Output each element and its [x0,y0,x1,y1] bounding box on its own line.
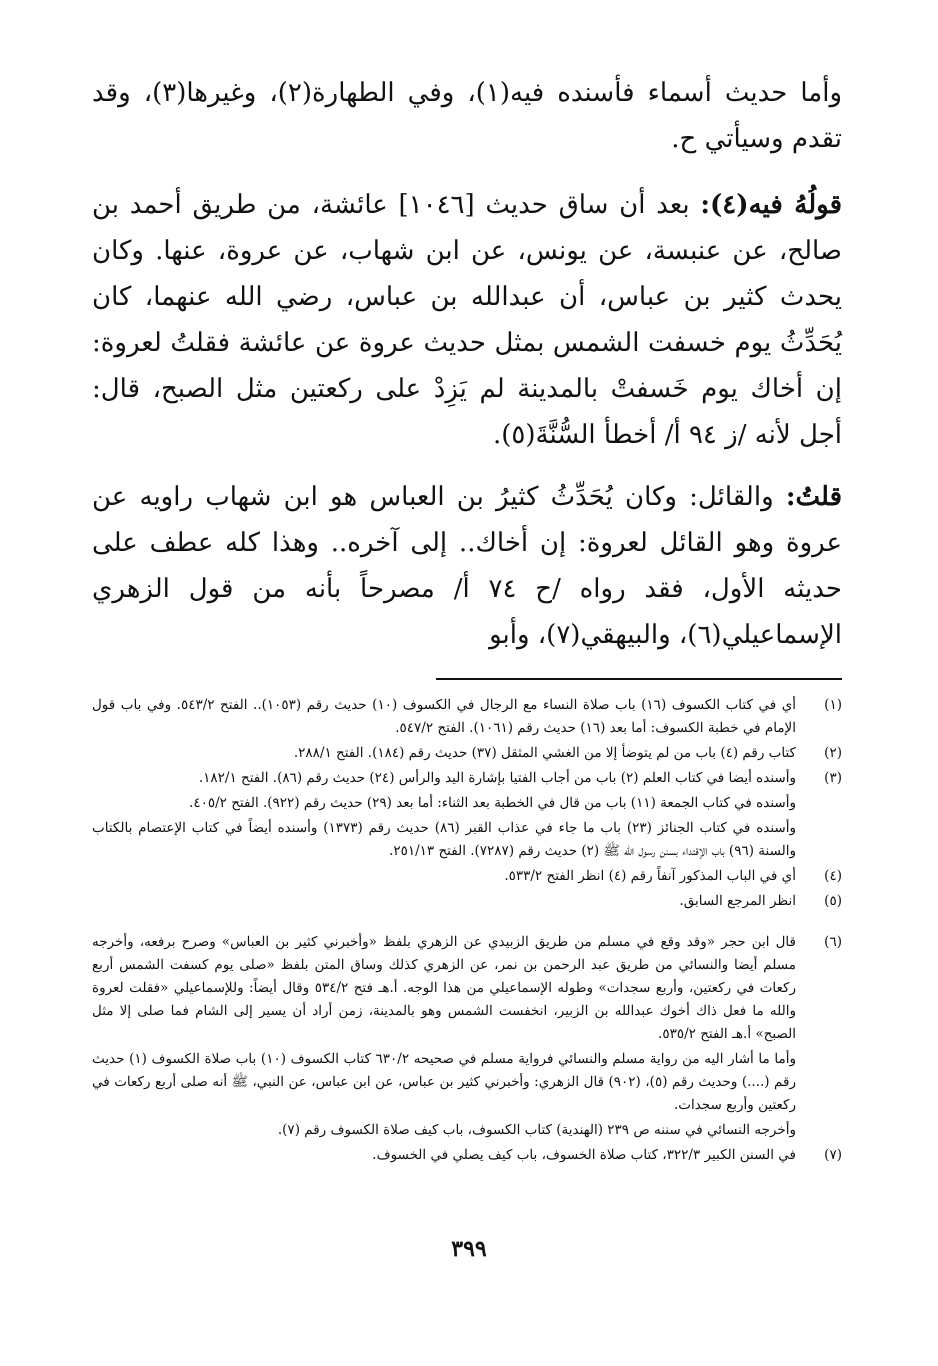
footnote-continuation: وأسنده في كتاب الجنائز (٢٣) باب ما جاء في عذاب القبر (٨٦) حديث رقم (١٣٧٣) وأسنده أيضاً في كتاب الإعتصام بالكتاب والسنة (٩٦) باب الإقتداء بسنن رسول الله ﷺ (٢) حديث رقم (٧٢٨٧). الفتح ٢٥١/١٣. [92,820,797,859]
footnote [92,931,842,1046]
paragraph-1-text: وأما حديث أسماء فأسنده فيه(١)، وفي الطهارة(٢)، وغيرها(٣)، وقد تقدم وسيأتي ح. [92,78,843,154]
footnote-text: في السنن الكبير ٣٢٢/٣، كتاب صلاة الخسوف، باب كيف يصلي في الخسوف. [372,1147,796,1163]
footnote-divider [436,678,842,680]
footnote-number: (٢) [824,745,842,761]
footnote [92,890,842,913]
paragraph-3-text: والقائل: وكان يُحَدِّثُ كثيرُ بن العباس هو ابن شهاب راويه عن عروة وهو القائل لعروة: إن أخاك.. إلى آخره.. وهذا كله عطف على حديثه الأول، فقد رواه /ح ٧٤ أ/ مصرحاً بأنه من قول الزهري الإسماعيلي(٦)، والبيهقي(٧)، وأبو [92,482,842,650]
footnote [92,1144,842,1167]
paragraph-2-lead: قولُهُ فيه(٤): [700,190,843,220]
footnote-number: (٣) [824,770,842,786]
footnote-text: أي في الباب المذكور آنفاً رقم (٤) انظر الفتح ٥٣٣/٢. [504,868,796,884]
paragraph-2 [92,182,842,458]
footnote-text: كتاب رقم (٤) باب من لم يتوضأ إلا من الغشي المثقل (٣٧) حديث رقم (١٨٤). الفتح ٢٨٨/١. [293,745,796,761]
footnote-text: قال ابن حجر «وقد وقع في مسلم من طريق الزبيدي عن الزهري بلفظ «وأخبرني كثير بن العباس» وصرح برفعه، وأخرجه مسلم أيضا والنسائي من طريق عبد الرحمن بن نمر، عن الزهري كذلك وساق المتن بلفظ «صلى يوم كسفت الشمس أربع ركعات في ركعتين، وأربع سجدات» وطوله الإسماعيلي من هذا الوجه. أ.هـ فتح ٥٣٤/٢ وقال أيضاً: وللإسماعيلي «فقلت لعروة والله ما فعل ذاك أخوك عبدالله بن الزبير، انخفست الشمس وهو بالمدينة، زمن أراد أن يسير إلى الشام فما صلى إلا مثل الصبح» أ.هـ الفتح ٥٣٥/٢. [92,934,796,1042]
footnote-text: انظر المرجع السابق. [679,893,796,909]
paragraph-1 [92,70,842,162]
footnote-continuation: وأما ما أشار اليه من رواية مسلم والنسائي فرواية مسلم في صحيحه ٦٣٠/٢ كتاب الكسوف (١٠) باب صلاة الكسوف (١) حديث رقم (....) وحديث رقم (٥)، (٩٠٢) قال الزهري: وأخبرني كثير بن عباس، عن ابن عباس، عن النبي، ﷺ أنه صلى أربع ركعات في ركعتين وأربع سجدات. [92,1051,796,1113]
footnote-text: وأسنده أيضا في كتاب العلم (٢) باب من أجاب الفتيا بإشارة اليد والرأس (٢٤) حديث رقم (٨٦). الفتح ١٨٢/١. [198,770,796,786]
paragraph-3 [92,474,842,658]
footnote-number: (٤) [824,868,842,884]
footnote [92,742,842,765]
page-number: ٣٩٩ [451,1236,487,1262]
footnote [92,865,842,888]
paragraph-2-text: بعد أن ساق حديث [١٠٤٦] عائشة، من طريق أحمد بن صالح، عن عنبسة، عن يونس، عن ابن شهاب، عن عروة، عنها. وكان يحدث كثير بن عباس، أن عبدالله بن عباس، رضي الله عنهما، كان يُحَدِّثُ يوم خسفت الشمس بمثل حديث عروة عن عائشة فقلتُ لعروة: إن أخاك يوم خَسفتْ بالمدينة لم يَزِدْ على ركعتين مثل الصبح، قال: أجل لأنه /ز ٩٤ أ/ أخطأ السُّنَّةَ(٥). [92,190,842,450]
footnote-continuation: وأسنده في كتاب الجمعة (١١) باب من قال في الخطبة بعد الثناء: أما بعد (٢٩) حديث رقم (٩٢٢). الفتح ٤٠٥/٢. [189,795,796,811]
paragraph-3-lead: قلتُ: [785,482,843,512]
footnote-number: (١) [824,697,842,713]
footnote-text: أي في كتاب الكسوف (١٦) باب صلاة النساء مع الرجال في الكسوف (١٠) حديث رقم (١٠٥٣).. الفتح ٥٤٣/٢. وفي باب قول الإمام في خطبة الكسوف: أما بعد (١٦) حديث رقم (١٠٦١). الفتح ٥٤٧/٢. [92,697,797,736]
page-content [92,70,842,1169]
footnotes [92,694,842,913]
footnotes-continued [92,931,842,1167]
footnote-number: (٧) [824,1147,842,1163]
footnote [92,767,842,790]
footnote-number: (٥) [824,893,842,909]
footnote-number: (٦) [824,934,842,950]
footnote-continuation: وأخرجه النسائي في سننه ص ٢٣٩ (الهندية) كتاب الكسوف، باب كيف صلاة الكسوف رقم (٧). [277,1122,796,1138]
footnote [92,694,842,740]
